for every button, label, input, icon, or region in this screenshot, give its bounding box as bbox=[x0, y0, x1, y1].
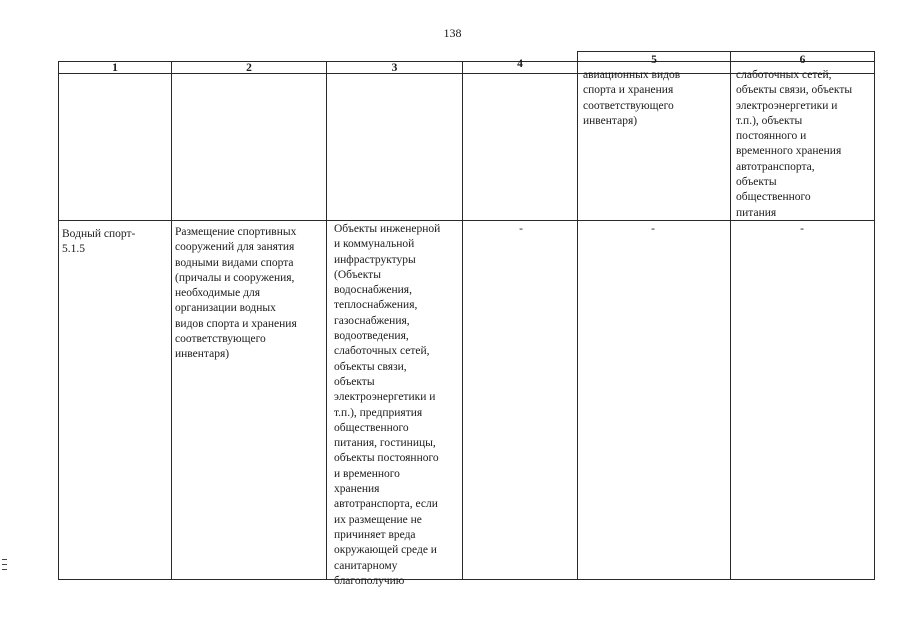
col-border-1-2 bbox=[171, 61, 172, 580]
water-sport-col6-dash: - bbox=[800, 223, 804, 235]
header-col-6: 6 bbox=[799, 54, 806, 66]
header-col-2: 2 bbox=[246, 62, 252, 74]
water-sport-permitted-objects: Объекты инженерной и коммунальной инфраструктуры (Объекты водоснабжения, теплоснабжения, газоснабжения, водоотведения, слаботочных сетей, объекты связи, объекты электроэнергетики и т.п.), предприятия общественного питания, гостиницы, объекты постоянного и временного хранения автотранспорта, если их размещение не причиняет вреда окружающей среде и санитарному благополучию bbox=[334, 223, 441, 587]
header-col-4: 4 bbox=[517, 58, 523, 70]
water-sport-col4-dash: - bbox=[519, 223, 523, 235]
water-sport-code: Водный спорт- 5.1.5 bbox=[62, 228, 136, 256]
header-top-continuation bbox=[577, 51, 875, 52]
col-border-5-6 bbox=[730, 51, 731, 580]
continued-col6-text: слаботочных сетей, объекты связи, объекты электроэнергетики и т.п.), объекты постоянного и временного хранения автотранспорта, объекты общественного питания bbox=[736, 69, 853, 219]
col-border-left bbox=[58, 61, 59, 580]
continued-col5-text: авиационных видов спорта и хранения соответствующего инвентаря) bbox=[583, 69, 681, 127]
col-border-2-3 bbox=[326, 61, 327, 580]
water-sport-description: Размещение спортивных сооружений для занятия водными видами спорта (причалы и сооружения, необходимые для организации водных видов спорта и хранения соответствующего инвентаря) bbox=[175, 226, 297, 361]
header-col-1: 1 bbox=[112, 62, 118, 74]
header-col-3: 3 bbox=[391, 62, 398, 74]
water-sport-col5-dash: - bbox=[651, 223, 655, 235]
col-border-3-4 bbox=[462, 61, 463, 580]
col-border-right bbox=[874, 51, 875, 580]
col-border-4-5 bbox=[577, 51, 578, 580]
page-number: 138 bbox=[443, 26, 462, 40]
table-bottom-border bbox=[59, 579, 875, 580]
binding-margin-mark bbox=[2, 559, 7, 574]
header-col-5: 5 bbox=[651, 54, 657, 66]
